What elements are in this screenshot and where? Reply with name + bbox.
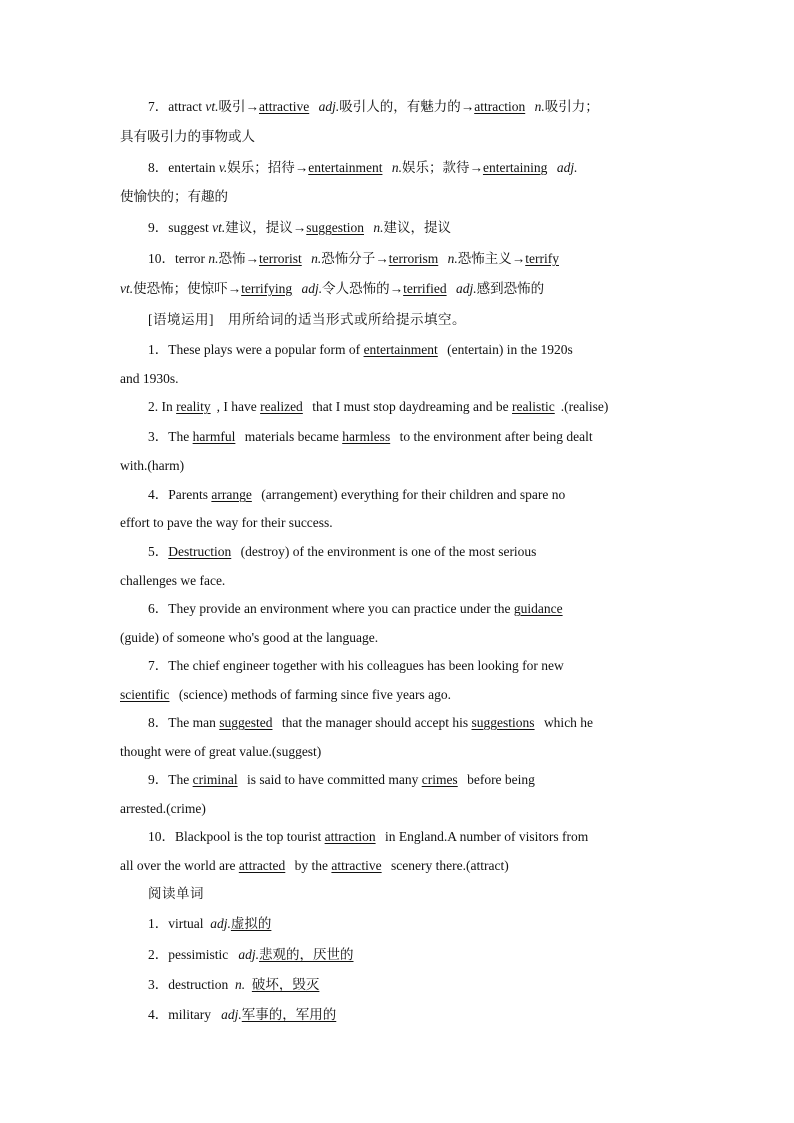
answer: attractive [258,99,310,114]
answer: scientific [120,687,170,702]
answer: terrorism [388,251,439,266]
answer: terrorist [258,251,302,266]
exercise-1-cont: and 1930s. [120,371,179,386]
exercise-3-cont: with.(harm) [120,458,185,473]
vocab-item-8-cont: 使愉快的；有趣的 [120,189,228,204]
answer: harmful [192,429,236,444]
exercise-2: 2. In reality , I have realized that I must stop daydreaming and be realistic .(realise) [148,399,609,414]
answer: entertainment [363,342,438,357]
exercise-8: 8．The man suggested that the manager should accept his suggestions which he [148,715,594,730]
answer: 虚拟的 [230,916,272,931]
exercise-5-cont: challenges we face. [120,573,226,588]
answer: crimes [421,772,458,787]
exercise-4: 4．Parents arrange (arrangement) everything for their children and spare no [148,487,566,502]
answer: attracted [238,858,286,873]
exercise-10: 10．Blackpool is the top tourist attraction in England.A number of visitors from [148,829,589,844]
answer: suggestions [471,715,535,730]
reading-item-3: 3．destruction n. 破坏，毁灭 [148,975,325,995]
exercise-9: 9．The criminal is said to have committed many crimes before being [148,772,535,787]
answer: attraction [324,829,376,844]
exercise-9-cont: arrested.(crime) [120,801,206,816]
answer: guidance [513,601,563,616]
vocab-item-7: 7．attract vt.吸引→attractive adj.吸引人的，有魅力的→attraction n.吸引力； [148,99,599,114]
section-heading: [语境运用] 用所给词的适当形式或所给提示填空。 [148,312,466,327]
exercise-1: 1．These plays were a popular form of entertainment (entertain) in the 1920s [148,342,573,357]
exercise-10-cont: all over the world are attracted by the attractive scenery there.(attract) [120,858,509,873]
answer: suggested [219,715,273,730]
reading-item-2: 2．pessimistic adj.悲观的，厌世的 [148,945,360,965]
exercise-6-cont: (guide) of someone who's good at the language. [120,630,379,645]
answer: terrifying [241,281,293,296]
answer: terrify [525,251,559,266]
exercise-8-cont: thought were of great value.(suggest) [120,744,322,759]
answer: 军事的，军用的 [241,1007,337,1022]
answer: arrange [211,487,252,502]
answer: Destruction [168,544,232,559]
exercise-4-cont: effort to pave the way for their success. [120,515,333,530]
vocab-item-10-cont: vt.使恐怖；使惊吓→terrifying adj.令人恐怖的→terrified adj.感到恐怖的 [120,281,545,296]
answer: criminal [192,772,238,787]
exercise-7-cont: scientific (science) methods of farming since five years ago. [120,687,452,702]
reading-item-1: 1．virtual adj.虚拟的 [148,914,277,934]
answer: attraction [474,99,526,114]
answer: 破坏，毁灭 [251,977,320,992]
exercise-5: 5．Destruction (destroy) of the environment is one of the most serious [148,544,537,559]
answer: entertainment [308,160,383,175]
reading-heading: 阅读单词 [148,886,204,901]
vocab-item-10: 10．terror n.恐怖→terrorist n.恐怖分子→terrorism n.恐怖主义→terrify [148,249,565,269]
reading-item-4: 4．military adj.军事的，军用的 [148,1005,342,1025]
answer: terrified [403,281,447,296]
answer: entertaining [482,160,548,175]
vocab-item-9: 9．suggest vt.建议，提议→suggestion n.建议，提议 [148,220,452,235]
exercise-3: 3．The harmful materials became harmless to the environment after being dealt [148,429,593,444]
vocab-item-8: 8．entertain v.娱乐；招待→entertainment n.娱乐；款待→entertaining adj. [148,160,578,175]
exercise-6: 6．They provide an environment where you can practice under the guidance [148,599,569,619]
answer: harmless [342,429,391,444]
answer: reality [176,399,211,414]
exercise-7: 7．The chief engineer together with his colleagues has been looking for new [148,658,564,673]
answer: realistic [512,399,555,414]
answer: suggestion [306,220,365,235]
answer: 悲观的，厌世的 [259,947,354,962]
vocab-item-7-cont: 具有吸引力的事物或人 [120,129,255,144]
answer: realized [260,399,303,414]
answer: attractive [331,858,382,873]
